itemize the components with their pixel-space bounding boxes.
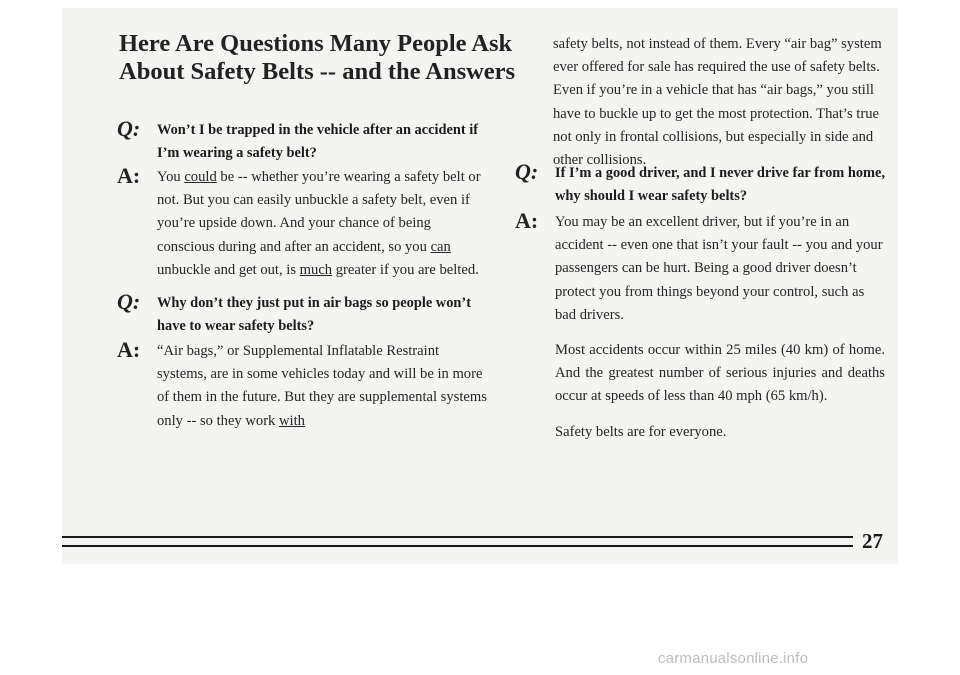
footer-rule-bottom [62, 545, 853, 547]
answer-3-text [555, 211, 885, 444]
answer-2-text: “Air bags,” or Supplemental Inflatable Restraint systems, are in some vehicles today and will be in more of them in the future. But they are supplemental systems only -- so they work with [157, 343, 487, 429]
answer-3-paragraph-1: You may be an excellent driver, but if you’re in an accident -- even one that isn’t your fault -- you and your passengers can be hurt. Being a good driver doesn’t protect you from things beyond your control, such as bad drivers. [555, 214, 883, 323]
question-marker: Q: [515, 159, 539, 184]
question-3 [515, 159, 895, 208]
emphasis-can: can [430, 238, 451, 255]
watermark: carmanualsonline.info [658, 650, 809, 667]
page-heading: Here Are Questions Many People Ask About Safety Belts -- and the Answers [119, 30, 516, 85]
question-1-text: Won’t I be trapped in the vehicle after an accident if I’m wearing a safety belt? [157, 122, 479, 161]
question-marker: Q: [117, 116, 141, 141]
answer-marker: A: [515, 208, 539, 233]
emphasis-much: much [299, 261, 333, 278]
answer-1-text: You could be -- whether you’re wearing a safety belt or not. But you can easily unbuckle a safety belt, even if you’re upside down. And your chance of being conscious during and after an accident, so you can unbuckle and get out, is much greater if you are belted. [157, 169, 481, 278]
answer-marker: A: [117, 163, 141, 188]
answer-3-paragraph-3: Safety belts are for everyone. [555, 423, 727, 440]
emphasis-with: with [279, 412, 305, 429]
question-2 [117, 289, 502, 338]
question-3-text: If I’m a good driver, and I never drive far from home, why should I wear safety belts? [555, 165, 886, 204]
footer-rule-top [62, 536, 853, 538]
answer-2-continued-text: safety belts, not instead of them. Every “air bag” system ever offered for sale has required the use of safety belts. Even if you’re in a vehicle that has “air bags,” you still have to buckle up to get the most protection. That’s true not only in frontal collisions, but especially in side and other collisions. [553, 36, 882, 169]
answer-marker: A: [117, 337, 141, 362]
answer-2 [117, 337, 487, 433]
answer-2-continued [553, 33, 893, 172]
question-marker: Q: [117, 289, 141, 314]
answer-1 [117, 163, 487, 282]
question-1 [117, 116, 502, 165]
emphasis-could: could [184, 169, 217, 185]
question-2-text: Why don’t they just put in air bags so people won’t have to wear safety belts? [157, 295, 471, 334]
page-number: 27 [862, 529, 883, 553]
answer-3 [515, 208, 885, 444]
answer-3-paragraph-2: Most accidents occur within 25 miles (40 km) of home. And the greatest number of serious injuries and deaths occur at speeds of less than 40 mph (65 km/h). [555, 342, 885, 405]
